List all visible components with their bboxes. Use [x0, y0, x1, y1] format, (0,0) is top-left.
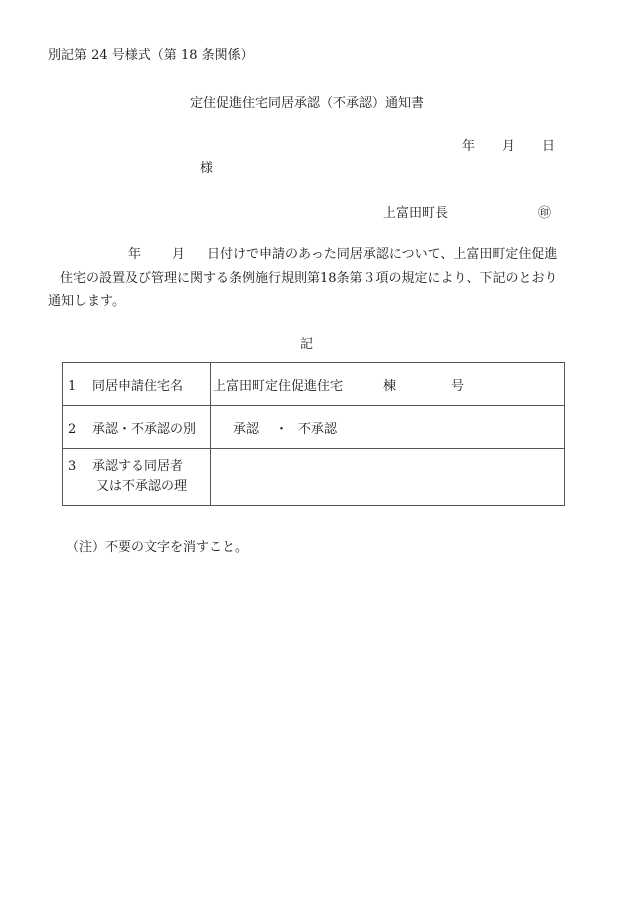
form-number-label: 別記第 24 号様式（第 18 条関係）	[48, 48, 254, 63]
reject-option: 不承認	[298, 421, 338, 437]
building-label: 棟	[383, 378, 397, 394]
body-text-line-1: 日付けで申請のあった同居承認について、上富田町定住促進	[207, 247, 558, 262]
table-value-cell	[211, 406, 565, 449]
table-value-cell	[211, 363, 565, 406]
table-row	[63, 449, 565, 506]
date-day-label: 日	[542, 139, 556, 154]
body-text-line-2: 住宅の設置及び管理に関する条例施行規則第18条第３項の規定により、下記のとおり	[60, 271, 558, 286]
document-title: 定住促進住宅同居承認（不承認）通知書	[190, 96, 425, 111]
body-year-label: 年	[128, 247, 142, 262]
seal-mark: ㊞	[538, 206, 552, 221]
row-label: 同居申請住宅名	[92, 378, 184, 394]
record-table	[62, 362, 565, 506]
row-label: 承認・不承認の別	[92, 421, 197, 437]
table-row	[63, 363, 565, 406]
row-label-line-2: 又は不承認の理	[96, 479, 188, 494]
approve-option: 承認	[233, 421, 260, 437]
date-year-label: 年	[462, 139, 476, 154]
table-label-cell	[63, 406, 211, 449]
table-row	[63, 406, 565, 449]
date-month-label: 月	[502, 139, 516, 154]
table-value-cell	[211, 449, 565, 506]
footnote: （注）不要の文字を消すこと。	[66, 540, 249, 555]
housing-name: 上富田町定住促進住宅	[213, 378, 344, 394]
unit-number-label: 号	[451, 378, 465, 394]
issuer-name: 上富田町長	[383, 206, 449, 221]
body-text-line-3: 通知します。	[48, 294, 125, 309]
row-label-line-1: 承認する同居者	[92, 459, 184, 474]
body-month-label: 月	[172, 247, 186, 262]
row-number: 3	[68, 459, 77, 474]
ki-heading: 記	[300, 337, 314, 352]
addressee-honorific: 様	[200, 161, 214, 176]
row-number: 1	[68, 378, 77, 394]
row-number: 2	[68, 421, 77, 437]
table-label-cell	[63, 449, 211, 506]
option-separator: ・	[275, 421, 289, 437]
table-label-cell	[63, 363, 211, 406]
